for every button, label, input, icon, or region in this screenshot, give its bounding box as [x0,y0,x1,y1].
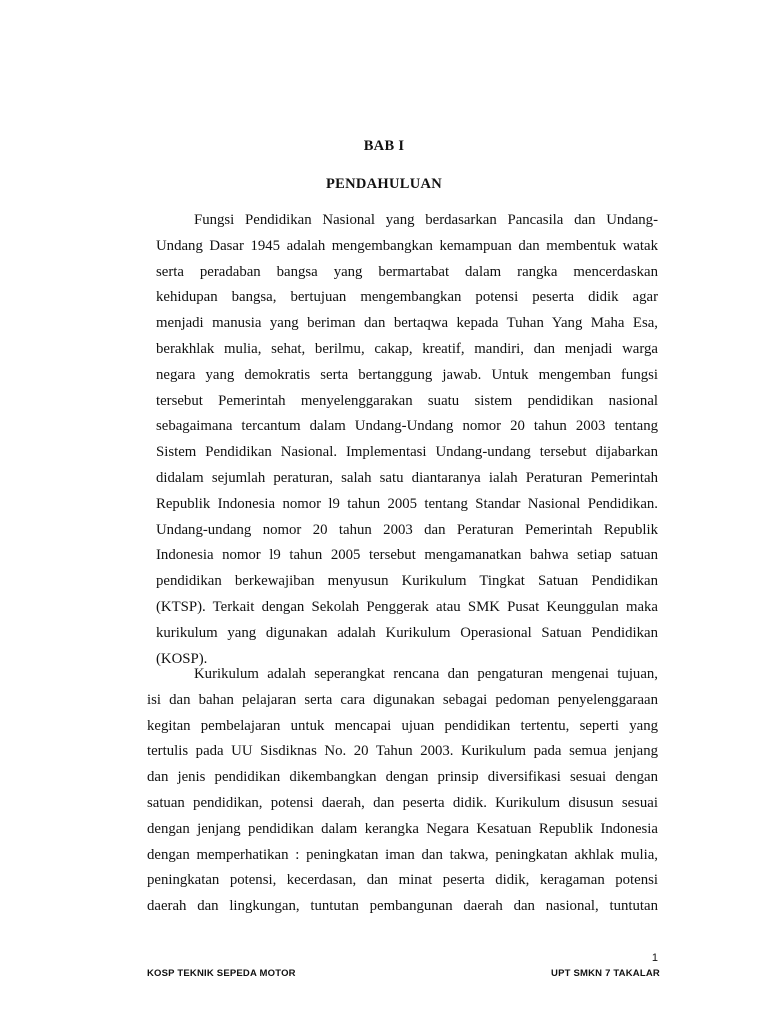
text-line: Undang Dasar 1945 adalah mengembangkan kemampuan dan membentuk watak [156,237,658,254]
footer-school-name: UPT SMKN 7 TAKALAR [551,968,660,979]
text-line: Kurikulum adalah seperangkat rencana dan pengaturan mengenai tujuan, [194,666,658,682]
text-line: Fungsi Pendidikan Nasional yang berdasarkan Pancasila dan Undang- [194,212,658,228]
text-line: dengan memperhatikan : peningkatan iman dan takwa, peningkatan akhlak mulia, [147,846,658,863]
text-line: daerah dan lingkungan, tuntutan pembangunan daerah dan nasional, tuntutan [147,898,658,915]
text-line: kehidupan bangsa, bertujuan mengembangkan potensi peserta didik agar [156,289,658,306]
text-line: (KTSP). Terkait dengan Sekolah Penggerak atau SMK Pusat Keunggulan maka [156,598,658,615]
text-line: Republik Indonesia nomor l9 tahun 2005 tentang Standar Nasional Pendidikan. [156,495,658,512]
text-line: tersebut Pemerintah menyelenggarakan suatu sistem pendidikan nasional [156,392,658,409]
text-line: Indonesia nomor l9 tahun 2005 tersebut mengamanatkan bahwa setiap satuan [156,547,658,564]
text-line: tertulis pada UU Sisdiknas No. 20 Tahun 2003. Kurikulum pada semua jenjang [147,743,658,760]
text-line: isi dan bahan pelajaran serta cara digunakan sebagai pedoman penyelenggaraan [147,691,658,708]
text-line: menjadi manusia yang beriman dan bertaqwa kepada Tuhan Yang Maha Esa, [156,315,658,332]
text-line: serta peradaban bangsa yang bermartabat dalam rangka mencerdaskan [156,263,658,280]
text-line: pendidikan berkewajiban menyusun Kurikulum Tingkat Satuan Pendidikan [156,573,658,590]
paragraph-2 [147,662,658,920]
text-line: satuan pendidikan, potensi daerah, dan peserta didik. Kurikulum disusun sesuai [147,794,658,811]
chapter-title: PENDAHULUAN [325,176,443,192]
text-line: (KOSP). [156,650,208,667]
text-line: Sistem Pendidikan Nasional. Implementasi Undang-undang tersebut dijabarkan [156,444,658,461]
text-line: dengan jenjang pendidikan dalam kerangka Negara Kesatuan Republik Indonesia [147,820,658,837]
page-number: 1 [651,952,658,964]
text-line: kurikulum yang digunakan adalah Kurikulum Operasional Satuan Pendidikan [156,624,658,641]
paragraph-1 [156,208,658,672]
text-line: peningkatan potensi, kecerdasan, dan minat peserta didik, keragaman potensi [147,872,658,889]
text-line: negara yang demokratis serta bertanggung jawab. Untuk mengemban fungsi [156,366,658,383]
text-line: didalam sejumlah peraturan, salah satu diantaranya ialah Peraturan Pemerintah [156,469,658,486]
chapter-heading: BAB I [363,138,405,154]
text-line: kegitan pembelajaran untuk mencapai ujuan pendidikan tertentu, seperti yang [147,717,658,734]
text-line: berakhlak mulia, sehat, berilmu, cakap, kreatif, mandiri, dan menjadi warga [156,340,658,357]
text-line: Undang-undang nomor 20 tahun 2003 dan Peraturan Pemerintah Republik [156,521,658,538]
text-line: sebagaimana tercantum dalam Undang-Undang nomor 20 tahun 2003 tentang [156,418,658,435]
footer-document-title: KOSP TEKNIK SEPEDA MOTOR [147,968,296,979]
text-line: dan jenis pendidikan dikembangkan dengan prinsip diversifikasi sesuai dengan [147,769,658,786]
